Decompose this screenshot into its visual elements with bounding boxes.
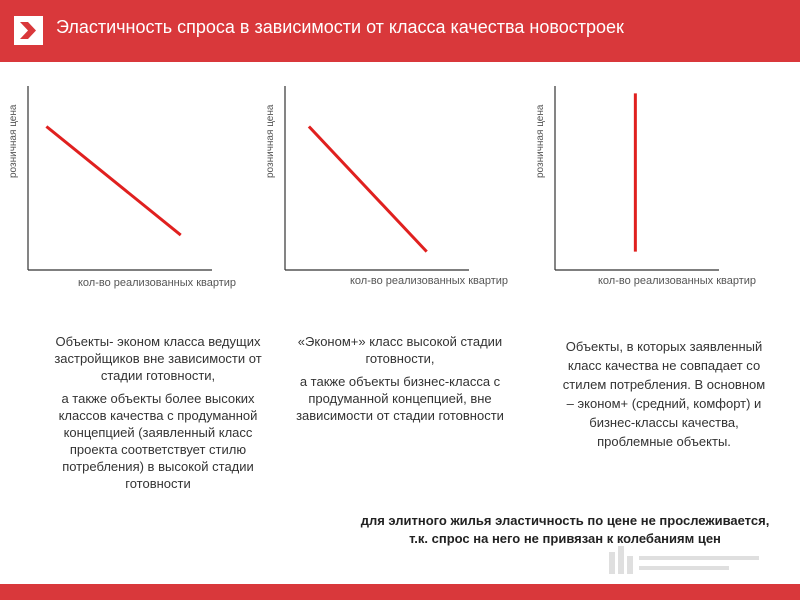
chart-3: [555, 86, 719, 270]
chart-1-demand-line: [46, 126, 180, 235]
description-1: [38, 333, 278, 498]
conclusion-text: для элитного жилья эластичность по цене не прослеживается, т.к. спрос на него не привязан к колебаниям цен: [360, 513, 770, 546]
description-3: [558, 337, 770, 457]
chart-2-y-label: розничная цена: [265, 104, 276, 178]
description-3-paragraph: Объекты, в которых заявленный класс качества не совпадает со стилем потребления. В основном – эконом+ (средний, комфорт) и бизнес-классы качества, проблемные объекты.: [562, 339, 766, 449]
chart-1-x-label: кол-во реализованных квартир: [78, 277, 237, 289]
footer-bar: [0, 584, 800, 600]
chart-3-y-label: розничная цена: [535, 104, 546, 178]
page-title: Эластичность спроса в зависимости от класса качества новостроек: [56, 17, 624, 37]
description-2-paragraph: «Эконом+» класс высокой стадии готовности,: [297, 334, 503, 366]
description-2-paragraph: а также объекты бизнес-класса с продуманной концепцией, вне зависимости от стадии готовности: [296, 374, 504, 423]
chart-2: [285, 86, 469, 270]
chart-2-demand-line: [309, 126, 427, 251]
description-1-paragraph: Объекты- эконом класса ведущих застройщиков вне зависимости от стадии готовности,: [54, 334, 262, 383]
chart-3-x-label: кол-во реализованных квартир: [598, 275, 757, 287]
description-1-paragraph: а также объекты более высоких классов качества с продуманной концепцией (заявленный класс проекта соответствует стилю потребления) в высокой стадии готовности: [58, 391, 258, 491]
chart-1-y-label: розничная цена: [8, 104, 19, 178]
chart-2-x-label: кол-во реализованных квартир: [350, 275, 509, 287]
description-2: [284, 333, 516, 430]
chart-1: [28, 86, 212, 270]
